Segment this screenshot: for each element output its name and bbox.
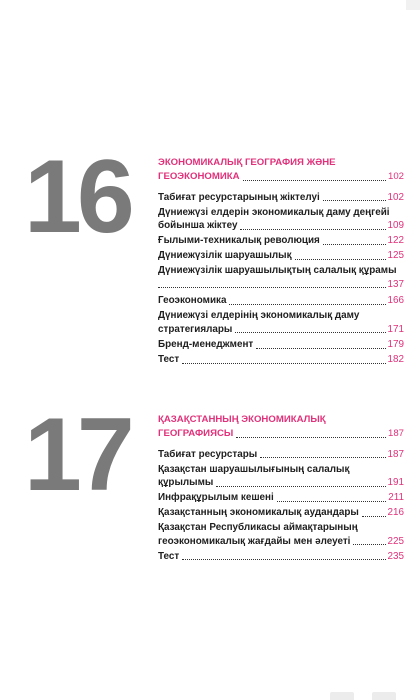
dot-leader bbox=[277, 501, 387, 502]
toc-entry[interactable] bbox=[158, 338, 404, 352]
bottom-edge-marks bbox=[330, 692, 420, 700]
dot-leader bbox=[182, 559, 385, 560]
dot-leader bbox=[243, 180, 386, 181]
entry-title-cont: құрылымы bbox=[158, 477, 214, 489]
page-number: 102 bbox=[387, 171, 404, 182]
dot-leader bbox=[362, 516, 386, 517]
entry-title: Тест bbox=[158, 354, 180, 366]
entry-title: Қазақстанның экономикалық аудандары bbox=[158, 507, 359, 519]
chapter-heading-line2: ГЕОГРАФИЯСЫ bbox=[158, 428, 234, 439]
chapter-heading-line1: ҚАЗАҚСТАННЫҢ ЭКОНОМИКАЛЫҚ bbox=[158, 414, 326, 425]
entry-title-cont: стратегиялары bbox=[158, 323, 233, 335]
chapter-number: 17 bbox=[24, 397, 130, 513]
chapter-number: 16 bbox=[24, 139, 130, 255]
entry-title: Дүниежүзілік шаруашылықтың салалық құрамы bbox=[158, 265, 397, 277]
dot-leader bbox=[323, 244, 386, 245]
toc-entry[interactable] bbox=[158, 521, 404, 548]
toc-entry[interactable] bbox=[158, 294, 404, 308]
entry-title: Табиғат ресурстарының жіктелуі bbox=[158, 191, 320, 203]
page-number: 211 bbox=[388, 492, 404, 504]
page-number: 137 bbox=[387, 278, 404, 290]
dot-leader bbox=[295, 259, 386, 260]
entry-title: Бренд-менеджмент bbox=[158, 339, 254, 351]
dot-leader bbox=[236, 437, 386, 438]
entry-title: Инфрақұрылым кешені bbox=[158, 492, 274, 504]
page-number: 171 bbox=[387, 323, 404, 335]
dot-leader bbox=[260, 457, 385, 458]
page-number: 225 bbox=[387, 535, 404, 547]
page-number: 182 bbox=[387, 354, 404, 366]
chapter-16-toc bbox=[158, 156, 404, 368]
dot-leader bbox=[229, 304, 385, 305]
chapter-heading-line1: ЭКОНОМИКАЛЫҚ ГЕОГРАФИЯ ЖӘНЕ bbox=[158, 157, 336, 168]
toc-entry[interactable] bbox=[158, 353, 404, 367]
toc-entry[interactable] bbox=[158, 506, 404, 520]
chapter-heading-line2: ГЕОЭКОНОМИКА bbox=[158, 171, 240, 182]
toc-entry[interactable] bbox=[158, 491, 404, 505]
entry-title-cont: геоэкономикалық жағдайы мен әлеуеті bbox=[158, 535, 351, 547]
dot-leader bbox=[216, 486, 385, 487]
entry-title: Тест bbox=[158, 550, 180, 562]
page-number: 125 bbox=[387, 250, 404, 262]
toc-entry[interactable] bbox=[158, 191, 404, 205]
entry-title: Геоэкономика bbox=[158, 295, 227, 307]
entry-title: Дүниежүзі елдерінің экономикалық даму bbox=[158, 310, 360, 322]
dot-leader bbox=[182, 363, 385, 364]
entry-title: Қазақстан шаруашылығының салалық bbox=[158, 463, 350, 475]
toc-entry[interactable] bbox=[158, 249, 404, 263]
dot-leader bbox=[240, 229, 385, 230]
toc-entry[interactable] bbox=[158, 448, 404, 462]
page-number: 187 bbox=[387, 448, 404, 460]
page-number: 179 bbox=[387, 339, 404, 351]
chapter-heading[interactable] bbox=[158, 413, 404, 441]
entry-title: Қазақстан Республикасы аймақтарының bbox=[158, 522, 358, 534]
toc-entry[interactable] bbox=[158, 234, 404, 248]
chapter-heading[interactable] bbox=[158, 156, 404, 184]
dot-leader bbox=[353, 544, 385, 545]
toc-entry[interactable] bbox=[158, 264, 404, 291]
chapter-17-toc bbox=[158, 413, 404, 565]
page-number: 191 bbox=[387, 477, 404, 489]
entry-title-cont: бойынша жіктеу bbox=[158, 220, 238, 232]
page-number: 216 bbox=[387, 507, 404, 519]
dot-leader bbox=[158, 287, 386, 288]
page-number: 109 bbox=[387, 220, 404, 232]
entry-title: Дүниежүзі елдерін экономикалық даму деңгейі bbox=[158, 206, 390, 218]
entry-title: Ғылыми-техникалық революция bbox=[158, 235, 320, 247]
toc-entry[interactable] bbox=[158, 463, 404, 490]
page-number: 102 bbox=[387, 191, 404, 203]
page-corner-mark bbox=[406, 0, 420, 10]
dot-leader bbox=[323, 200, 386, 201]
page-number: 187 bbox=[387, 428, 404, 439]
toc-entry[interactable] bbox=[158, 309, 404, 336]
toc-entry[interactable] bbox=[158, 206, 404, 233]
page-number: 166 bbox=[387, 295, 404, 307]
dot-leader bbox=[256, 348, 385, 349]
toc-entry[interactable] bbox=[158, 550, 404, 564]
dot-leader bbox=[235, 332, 385, 333]
edge-mark bbox=[372, 692, 396, 700]
page-number: 122 bbox=[387, 235, 404, 247]
page-number: 235 bbox=[387, 550, 404, 562]
edge-mark bbox=[330, 692, 354, 700]
entry-title: Дүниежүзілік шаруашылық bbox=[158, 250, 292, 262]
entry-title: Табиғат ресурстары bbox=[158, 448, 258, 460]
